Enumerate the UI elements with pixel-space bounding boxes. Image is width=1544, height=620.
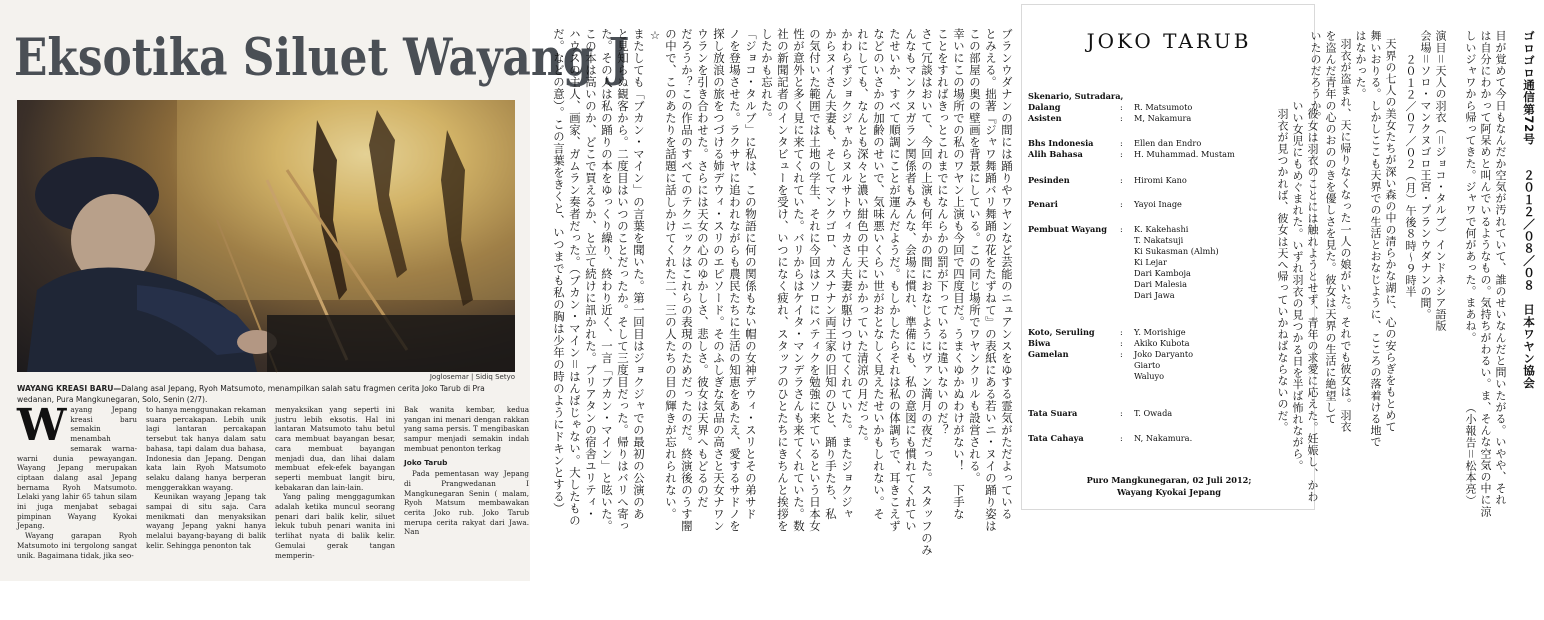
credit-name: Ki Sukasman (Almh)	[1134, 246, 1219, 256]
essay-line: だろうか？この作品のすべてのテクニックはこれらの表現のためだったのだ。終演後のうす闇	[680, 28, 694, 532]
credit-role: Gamelan	[1028, 349, 1069, 359]
footer-venue-date: Puro Mangkunegaran, 02 Juli 2012;	[1086, 475, 1252, 485]
newspaper-photo	[17, 100, 515, 372]
article-paragraph: Pada pementasan way Jepang di Prangwedanan I Mangkunegaran Senin ( malam, Ryoh Matsum membawakan cerita Joko rub. Joko Tarub merupa cerita rakyat dari Jawa. Nan	[404, 469, 529, 537]
article-column-4	[404, 405, 529, 581]
credit-role: Pesinden	[1028, 175, 1070, 185]
essay-line: た。その人は私の踊りの本をゆっくり繰り、終わり近く、一言「ブカン・マイン」と呟いた。	[600, 28, 614, 532]
bulletin-header: ゴロゴロ通信第72号 ２０１２／０８／０８ 日本ワヤン協会	[1522, 30, 1536, 389]
essay-line: 幸いにこの場所での私のワヤン上演も今回で四度目だ。うまくゆかぬわけがない！ 下手な	[952, 28, 966, 520]
bulletin-line: 彼女は羽衣のことには触れようとせず、青年の求愛に応えた。妊娠し、かわ	[1306, 108, 1319, 503]
essay-line: の気付いた範囲では土地の学生、それに今回はソロにバティクを勉強に来ているという日本女	[808, 28, 822, 532]
article-paragraph: Yang paling menggagumkan adalah ketika muncul seorang penari dari balik kelir, siluet lekuk tubuh penari wanita ini terlihat nyata di balik kelir. Gemulai gerak tangan memperin-	[275, 492, 395, 560]
bulletin-line: はなかった。	[1354, 30, 1367, 100]
article-column-2	[146, 405, 266, 581]
credit-role: Koto, Seruling	[1028, 327, 1095, 337]
credit-row: Penari : Yayoi Inage	[1028, 199, 1182, 209]
essay-line: ことをすればきっとこれまでになんらかの罰が下っているに違いないのだ？	[936, 28, 950, 436]
essay-line: からヌイさん夫妻も、そしてマンクゴロ、カスナナン両王家の旧知のひと、踊り手たち、私	[824, 28, 838, 520]
essay-line: などのいさかの加齢のせいで、気味悪いくらい世がおとなしく見えたせいかもしれない。そ	[872, 28, 886, 520]
credit-role: Pembuat Wayang	[1028, 224, 1107, 234]
essay-line: さて冗談はおいて、今回の上演も何年かの間におなじようにヴァン満月の夜だった。スタッフのみ	[920, 28, 934, 556]
essay-line: この本は高いのか、どこで買えるか、と立て続けに訊かれた。ブリアタンの宿舎ユリティ・	[584, 28, 598, 520]
caption-lead: WAYANG KREASI BARU—	[17, 384, 122, 393]
essay-line: と見知らぬ観客から。二度目はいつのことだったか。そして三度目だった。帰りはバリへ寄っ	[616, 28, 630, 532]
bulletin-continued	[1248, 100, 1320, 520]
credit-name: R. Matsumoto	[1134, 102, 1193, 112]
essay-line: ブランウダナンの間には踊りやワヤンなど芸能のニュアンスをゆする霊気がただよっている	[1000, 28, 1014, 520]
japanese-essay	[545, 28, 1015, 573]
credit-name: Hiromi Kano	[1134, 175, 1187, 185]
drop-cap: W	[17, 400, 67, 451]
article-paragraph: Keunikan wayang Jepang tak sampai di situ saja. Cara menikmati dan menyaksikan wayang Jepang yakni hanya melalui bayang-bayang di balik kelir. Sehingga penonton tak	[146, 492, 266, 550]
essay-line: の中で、このあたりを話題に話しかけてくれた二、三の人たちの目の輝きが忘れられない。	[664, 28, 678, 520]
essay-line: 「ジョコ・タルブ」に私は、この物語に何の関係もない帽の女神デウィ・スリとその弟サド	[744, 28, 758, 520]
credit-row: Tata Cahaya : N, Nakamura.	[1028, 433, 1193, 443]
bulletin-line: いい女児にもめぐまれた。いずれ羽衣の見つかる日を半ば怖れながら。	[1291, 100, 1304, 472]
newspaper-headline: Eksotika Siluet Wayang J	[14, 28, 630, 88]
credit-row: Pesinden : Hiromi Kano	[1028, 175, 1187, 185]
essay-line: 性が意外と多く見に来てくれていた。バリからはケイタ・マンデラさんも来てくれていた。数	[792, 28, 806, 532]
credit-role: Alih Bahasa	[1028, 149, 1083, 159]
article-columns	[17, 400, 529, 581]
bulletin-line: いたのだろうか。	[1309, 30, 1322, 123]
article-paragraph: to hanya menggunakan rekaman suara percakapan. Lebih unik lagi lantaran percakapan tersebut tak hanya dalam satu bahasa, tapi dalam dua bahasa, Indonesia dan Jepang. Dengan kata lain Ryoh Matsumoto selaku dalang hanya berperan menggerakkan wayang.	[146, 405, 266, 492]
credit-name: Waluyo	[1134, 371, 1165, 381]
credit-row: Asisten : M, Nakamura	[1028, 113, 1192, 123]
essay-line: 探し放浪の旅をつづける姉デウィ・スリのエピソード。そのふしぎな気品の高さと天女ナワン	[712, 28, 726, 532]
credit-name: Dari Kamboja	[1134, 268, 1191, 278]
article-paragraph: menyaksikan yang seperti ini justru lebih eksotis. Hal ini lantaran Matsumoto tahu betul cara membuat bayangan besar, cara membuat bayangan menjadi dua, dan lihai dalam membuat efek-efek bayangan seperti membuat langit biru, kebakaran dan lain-lain.	[275, 405, 395, 492]
credit-role: Bhs Indonesia	[1028, 138, 1094, 148]
credit-row: Bhs Indonesia : Ellen dan Endro	[1028, 138, 1202, 148]
credit-name: T. Nakatsuji	[1134, 235, 1184, 245]
bulletin-line: 演目＝天人の羽衣（＝ジョコ・タルブ）インドネシア語版	[1434, 30, 1447, 332]
essay-line: ウランを引き合わせた。さらには天女の心のゆかしさ、悲しさ。彼女は天界へもどるのだ	[696, 28, 710, 508]
credit-name: Dari Jawa	[1134, 290, 1175, 300]
credit-name: Y. Morishige	[1134, 327, 1186, 337]
essay-line: かわらずジョクジャからヌルサトウィカさん夫妻が駆けつけてくれていた。またジョクジャ	[840, 28, 854, 520]
credit-name: Giarto	[1134, 360, 1161, 370]
article-column-3	[275, 405, 395, 581]
bulletin-line: 羽衣が盗まれ、天に帰りなくなった一人の娘がいた。それでも彼女は。羽衣	[1339, 38, 1352, 433]
credit-role: Tata Cahaya	[1028, 433, 1084, 443]
credit-name: Dari Malesia	[1134, 279, 1188, 289]
credit-row: Tata Suara : T. Owada	[1028, 408, 1173, 418]
credit-row: Dalang : R. Matsumoto	[1028, 102, 1193, 112]
credit-role: Tata Suara	[1028, 408, 1078, 418]
article-paragraph: Wayang garapan Ryoh Matsumoto ini tergolong sangat unik. Bagaimana tidak, jika seo-	[17, 531, 137, 560]
credit-role: Asisten	[1028, 113, 1062, 123]
credit-role: Skenario, Sutradara,	[1028, 91, 1124, 101]
essay-line: たせいか、すべて順調にことが運んだようだ。もしかしたらそれは私の体調ちで、耳きこえず	[888, 28, 902, 532]
essay-line: 社の新聞記者のインタビューを受け、いつになく疲れ、スタッフのひとたちにきちんと挨拶を	[776, 28, 790, 532]
essay-line: したかも忘れた。	[760, 28, 774, 124]
article-paragraph: Bak wanita kembar, kedua yangan ini menari dengan rakkan yang sama persis. T mengibaskan sampur menjadi semakin indah membuat penonton terkag	[404, 405, 529, 453]
bulletin-line: しいジャワから帰ってきた。ジャワで何があった。まあね。 （小報告＝松本亮）	[1464, 30, 1477, 507]
credit-name: Ellen dan Endro	[1134, 138, 1202, 148]
credit-name: Akiko Kubota	[1134, 338, 1190, 348]
credit-role: Penari	[1028, 199, 1058, 209]
essay-line: れにしても、なんとも深々と濃い紺色の中天にかかっていた清涼の月だった。	[856, 28, 870, 448]
essay-line: この部屋の奥の壁画を背景にしている。この同じ場所でワヤンクリルも設営される。	[968, 28, 982, 484]
essay-line: ハウスの主人、画家、ガムラン奏者だった。（ブカン・マイン＝はんぱじゃない。大したもの	[568, 28, 582, 527]
caption-text: Dalang asal Jepang, Ryoh Matsumoto, menampilkan salah satu fragmen cerita Joko Tarub di Pra wedanan, Pura Mangkunegaran, Solo, Senin (2/7).	[17, 384, 485, 404]
credit-name: Ki Lejar	[1134, 257, 1167, 267]
article-paragraph: ayang Jepang kreasi baru semakin menambah semarak warna-warni dunia pewayangan. Wayang Jepang merupakan ciptaan dalang asal Jepang bernama Ryoh Matsumoto. Lelaki yang lahir 65 tahun silam ini juga menjabat sebagai pimpinan Wayang Kyokai Jepang.	[17, 405, 137, 531]
credit-row: Koto, Seruling : Y. Morishige	[1028, 327, 1186, 337]
credit-row: Biwa : Akiko Kubota	[1028, 338, 1190, 348]
credit-name: K. Kakehashi	[1134, 224, 1189, 234]
essay-line: またしても「ブカン・マイン」の言葉を聞いた。第一回目はジョクジャでの最初の公演のあ	[632, 28, 646, 520]
credit-role: Dalang	[1028, 102, 1061, 112]
essay-line: とみえる。拙著『ジャワ舞踊バリ舞踊の花をたずねて』の表紙にある若いニ・ヌイの踊り姿は	[984, 28, 998, 532]
program-title: JOKO TARUB	[1086, 29, 1252, 53]
credit-name: T. Owada	[1134, 408, 1173, 418]
photo-credit: Joglosemar | Sidiq Setyo	[429, 373, 515, 381]
essay-line: んなもマンクヌガラン関係者もみんな、会場に慣れ、準備にも、私の意図にも慣れてくれてい	[904, 28, 918, 532]
article-column-1	[17, 400, 137, 581]
bulletin-line: 舞いおりる。しかしここも天界での生活とおなじように、こころの落着ける地で	[1369, 30, 1382, 448]
credit-role: Biwa	[1028, 338, 1051, 348]
essay-line: だ。などの意）。この言葉をきくと、いつまでも私の胸は少年の時のようにドキンとする）	[552, 28, 566, 515]
bulletin-line: 目が覚めて今日もなんだか空気が汚れていて、誰のせいなんだと問いたがる。いやや、それ	[1494, 30, 1507, 506]
credit-name: M, Nakamura	[1134, 113, 1192, 123]
essay-line: ノを登場させた。ラクサヤに追われながらも農民たちに生活の知恵をあたえ、愛するサドノを	[728, 28, 742, 532]
dalang-photo-illustration	[17, 100, 515, 372]
bulletin-line: 羽衣が見つかれば、彼女は天へ帰っていかねばならないのだ。	[1276, 108, 1289, 433]
bulletin-line: 会場＝ソロ・マンクヌゴロ王宮・プランウダナンの間。	[1419, 30, 1432, 320]
credit-row: Gamelan : Joko Daryanto	[1028, 349, 1194, 359]
article-subheading: Joko Tarub	[404, 457, 448, 467]
essay-star: ☆	[648, 28, 662, 43]
credit-row: Alih Bahasa : H. Muhammad. Mustam	[1028, 149, 1235, 159]
bulletin-line: ２０１２／０７／０２（月）午後８時〜９時半	[1404, 54, 1417, 298]
footer-organizer: Wayang Kyokai Jepang	[1116, 487, 1222, 497]
bulletin-line: 天界の七人の美女たちが深い森の中の清らかな湖に、心の安らぎをもとめて	[1384, 38, 1397, 433]
bulletin-line: を盗んだ青年の心のおののきを優しさを見た。彼女は天界の生活に絶望して	[1324, 30, 1337, 425]
credit-name: Joko Daryanto	[1134, 349, 1194, 359]
credit-name: Yayoi Inage	[1134, 199, 1182, 209]
bulletin-line: は自分にわかって阿呆めと叫んでいるようなもの。気持ちがわるい。ま、そんな空気の中に涼	[1479, 30, 1492, 518]
credit-row: Pembuat Wayang : K. Kakehashi	[1028, 224, 1189, 234]
photo-caption	[17, 383, 517, 405]
credit-name: N, Nakamura.	[1134, 433, 1193, 443]
credit-name: H. Muhammad. Mustam	[1134, 149, 1235, 159]
